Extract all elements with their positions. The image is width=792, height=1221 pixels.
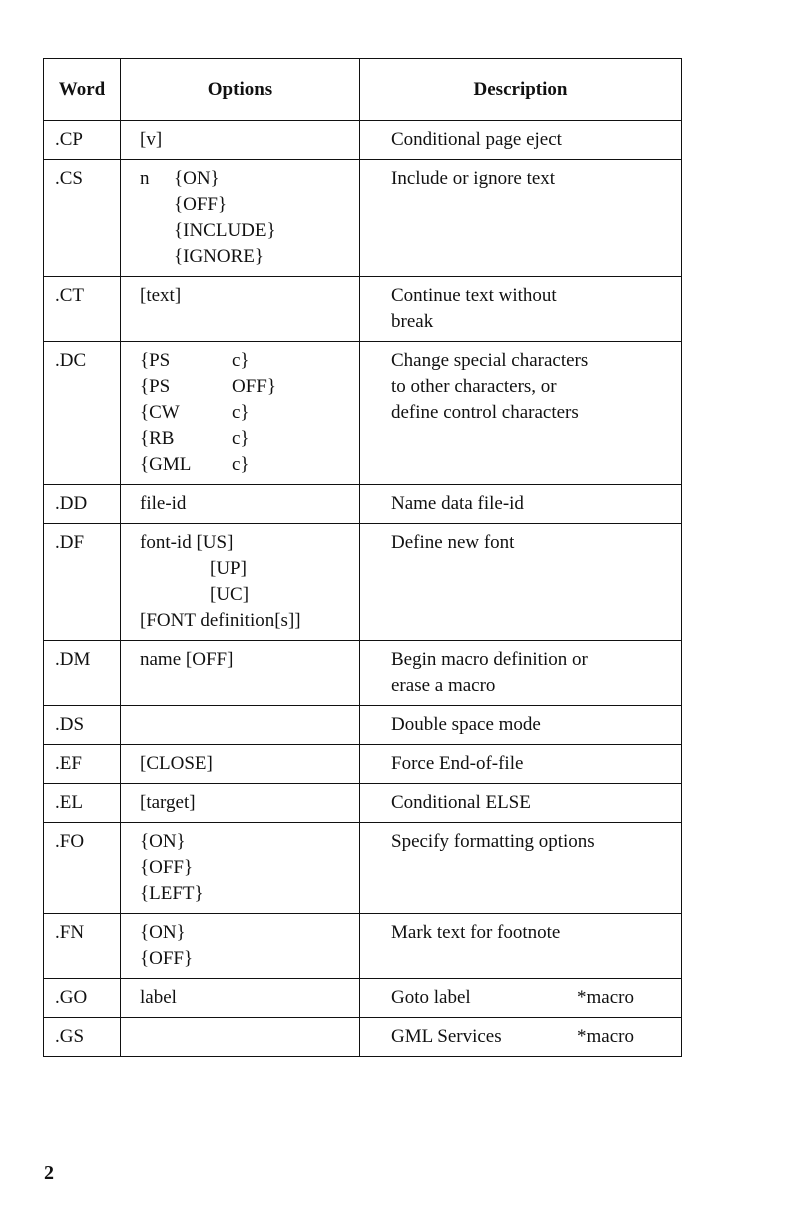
description-text: Force End-of-file bbox=[391, 753, 524, 774]
option-value: c} bbox=[232, 428, 250, 449]
command-word: .DF bbox=[44, 524, 121, 640]
description-text: Continue text without bbox=[391, 285, 557, 306]
command-description bbox=[360, 641, 681, 705]
command-options bbox=[121, 277, 360, 341]
command-options bbox=[121, 1018, 360, 1056]
table-row bbox=[44, 159, 681, 276]
description-text: GML Services bbox=[391, 1026, 502, 1047]
description-text: Double space mode bbox=[391, 714, 541, 735]
table-row bbox=[44, 276, 681, 341]
header-options: Options bbox=[121, 59, 360, 120]
description-text: to other characters, or bbox=[391, 376, 557, 397]
table-row bbox=[44, 744, 681, 783]
option-text: [CLOSE] bbox=[140, 753, 213, 774]
description-text: Conditional page eject bbox=[391, 129, 562, 150]
option-text bbox=[140, 244, 174, 270]
option-text bbox=[140, 192, 174, 218]
command-options bbox=[121, 485, 360, 523]
option-text: file-id bbox=[140, 493, 187, 514]
command-word: .CT bbox=[44, 277, 121, 341]
description-text: define control characters bbox=[391, 402, 579, 423]
table-row bbox=[44, 913, 681, 978]
command-options bbox=[121, 745, 360, 783]
table-row bbox=[44, 978, 681, 1017]
command-description bbox=[360, 160, 681, 276]
description-text: Specify formatting options bbox=[391, 831, 595, 852]
description-text: Begin macro definition or bbox=[391, 649, 588, 670]
command-description bbox=[360, 745, 681, 783]
option-text: {OFF} bbox=[140, 948, 194, 969]
command-description bbox=[360, 524, 681, 640]
command-description bbox=[360, 342, 681, 484]
command-word: .GS bbox=[44, 1018, 121, 1056]
description-text: Include or ignore text bbox=[391, 168, 556, 189]
option-text: name [OFF] bbox=[140, 649, 234, 670]
page-number: 2 bbox=[44, 1162, 54, 1184]
command-word: .EF bbox=[44, 745, 121, 783]
option-value: {OFF} bbox=[174, 194, 228, 215]
description-text: Change special characters bbox=[391, 350, 589, 371]
option-value: [UP] bbox=[210, 558, 247, 579]
command-description bbox=[360, 485, 681, 523]
command-options bbox=[121, 524, 360, 640]
option-text: {RB bbox=[140, 428, 175, 449]
option-text: label bbox=[140, 987, 177, 1008]
description-text: break bbox=[391, 311, 434, 332]
table-row bbox=[44, 705, 681, 744]
command-options bbox=[121, 160, 360, 276]
option-text: [target] bbox=[140, 792, 196, 813]
option-value: c} bbox=[232, 454, 250, 475]
command-word: .CP bbox=[44, 121, 121, 159]
table-row bbox=[44, 341, 681, 484]
option-text: {LEFT} bbox=[140, 883, 204, 904]
option-value: {IGNORE} bbox=[174, 246, 265, 267]
macro-note: *macro bbox=[577, 987, 634, 1008]
option-text bbox=[140, 218, 174, 244]
command-word: .DD bbox=[44, 485, 121, 523]
table-body bbox=[44, 120, 681, 1056]
option-text: font-id [US] bbox=[140, 532, 234, 553]
option-text: {PS bbox=[140, 350, 171, 371]
command-word: .CS bbox=[44, 160, 121, 276]
command-description bbox=[360, 914, 681, 978]
command-options bbox=[121, 706, 360, 744]
command-description bbox=[360, 706, 681, 744]
command-word: .FN bbox=[44, 914, 121, 978]
command-word: .DS bbox=[44, 706, 121, 744]
description-text: Conditional ELSE bbox=[391, 792, 531, 813]
command-options bbox=[121, 914, 360, 978]
option-text: [v] bbox=[140, 129, 163, 150]
option-text: {CW bbox=[140, 402, 180, 423]
option-value: OFF} bbox=[232, 376, 276, 397]
command-options bbox=[121, 823, 360, 913]
header-word: Word bbox=[44, 59, 121, 120]
table-row bbox=[44, 783, 681, 822]
option-text bbox=[140, 582, 210, 608]
command-word: .DM bbox=[44, 641, 121, 705]
option-text: [FONT definition[s]] bbox=[140, 610, 301, 631]
option-text: {PS bbox=[140, 376, 171, 397]
option-value: c} bbox=[232, 350, 250, 371]
command-description bbox=[360, 823, 681, 913]
command-word: .DC bbox=[44, 342, 121, 484]
command-options bbox=[121, 342, 360, 484]
table-row bbox=[44, 1017, 681, 1056]
description-text: Name data file-id bbox=[391, 493, 524, 514]
option-value: [UC] bbox=[210, 584, 250, 605]
option-text: {ON} bbox=[140, 922, 186, 943]
macro-note: *macro bbox=[577, 1026, 634, 1047]
option-value: {ON} bbox=[174, 168, 220, 189]
command-word: .EL bbox=[44, 784, 121, 822]
command-description bbox=[360, 1018, 681, 1056]
option-text: {ON} bbox=[140, 831, 186, 852]
option-text: n bbox=[140, 168, 159, 189]
command-options bbox=[121, 641, 360, 705]
command-options bbox=[121, 121, 360, 159]
description-text: Mark text for footnote bbox=[391, 922, 561, 943]
command-description bbox=[360, 784, 681, 822]
table-row bbox=[44, 120, 681, 159]
command-description bbox=[360, 121, 681, 159]
description-text: Define new font bbox=[391, 532, 515, 553]
table-row bbox=[44, 523, 681, 640]
description-text: Goto label bbox=[391, 987, 471, 1008]
option-value: c} bbox=[232, 402, 250, 423]
table-row bbox=[44, 484, 681, 523]
command-options bbox=[121, 979, 360, 1017]
command-options bbox=[121, 784, 360, 822]
command-description bbox=[360, 277, 681, 341]
command-table bbox=[43, 58, 682, 1057]
command-description bbox=[360, 979, 681, 1017]
option-text: {GML bbox=[140, 454, 192, 475]
description-text: erase a macro bbox=[391, 675, 496, 696]
option-text: {OFF} bbox=[140, 857, 194, 878]
table-row bbox=[44, 822, 681, 913]
table-header bbox=[44, 59, 681, 120]
command-word: .FO bbox=[44, 823, 121, 913]
option-text bbox=[140, 556, 210, 582]
option-text: [text] bbox=[140, 285, 182, 306]
table-row bbox=[44, 640, 681, 705]
command-word: .GO bbox=[44, 979, 121, 1017]
option-value: {INCLUDE} bbox=[174, 220, 276, 241]
header-description: Description bbox=[473, 78, 568, 100]
